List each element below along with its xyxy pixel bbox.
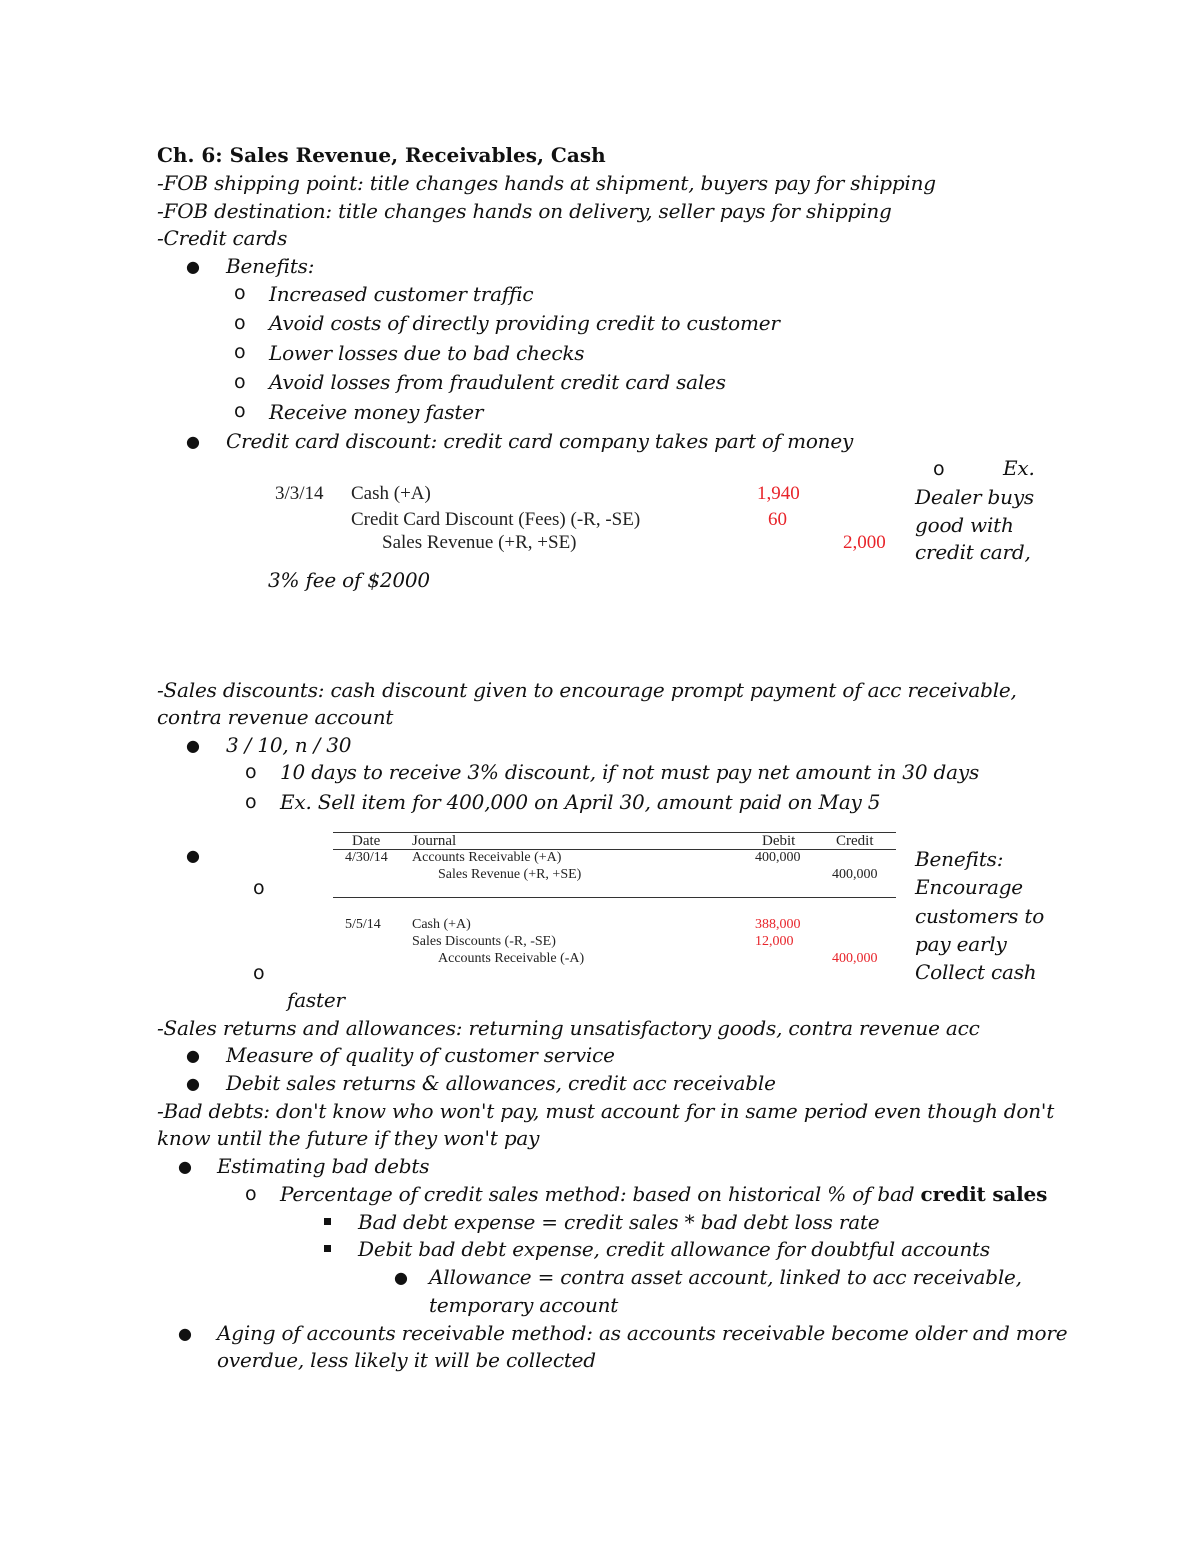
entry-separator-rule <box>333 897 896 898</box>
returns-line: -Sales returns and allowances: returning unsatisfactory goods, contra revenue acc <box>157 1016 980 1040</box>
debit-bad-debt-line: Debit bad debt expense, credit allowance for doubtful accounts <box>358 1237 990 1261</box>
header-debit: Debit <box>762 833 796 849</box>
returns-item: Measure of quality of customer service <box>226 1043 615 1067</box>
header-date: Date <box>352 833 381 849</box>
square-bullet-icon <box>324 1245 331 1252</box>
bullet-icon: ● <box>394 1268 408 1287</box>
sd-benefits-line: customers to <box>915 904 1045 928</box>
fob-shipping-line: -FOB shipping point: title changes hands at shipment, buyers pay for shipping <box>157 171 936 195</box>
sd-benefits-line: Collect cash <box>915 960 1037 984</box>
entry-credit: 400,000 <box>832 867 878 882</box>
bullet-icon: ● <box>186 736 200 755</box>
allowance-line-2: temporary account <box>429 1293 619 1317</box>
entry-account: Sales Revenue (+R, +SE) <box>438 867 582 882</box>
sd-benefits-line: faster <box>287 988 345 1012</box>
bullet-icon: ● <box>186 257 200 276</box>
sd-benefits-line: Encourage <box>915 875 1023 899</box>
sd-benefits-line: pay early <box>915 932 1007 956</box>
sales-discounts-line: -Sales discounts: cash discount given to encourage prompt payment of acc receivable, <box>157 678 1017 702</box>
bullet-icon: ● <box>186 432 200 451</box>
fee-note: 3% fee of $2000 <box>268 568 430 592</box>
circle-bullet-icon: o <box>234 312 246 334</box>
estimating-line: Estimating bad debts <box>217 1154 430 1178</box>
benefit-item: Lower losses due to bad checks <box>269 341 585 365</box>
benefit-item: Avoid losses from fraudulent credit card sales <box>269 370 726 394</box>
journal-account: Cash (+A) <box>351 483 431 504</box>
circle-bullet-icon: o <box>234 400 246 422</box>
example-note-line: good with <box>915 513 1014 537</box>
circle-bullet-icon: o <box>933 458 945 480</box>
journal-credit: 2,000 <box>843 532 886 553</box>
entry-account: Accounts Receivable (+A) <box>412 850 562 865</box>
cc-discount-line: Credit card discount: credit card company takes part of money <box>226 429 854 453</box>
page-title: Ch. 6: Sales Revenue, Receivables, Cash <box>157 143 606 167</box>
bullet-icon: ● <box>186 846 200 865</box>
circle-bullet-icon: o <box>234 282 246 304</box>
journal-debit: 1,940 <box>757 483 800 504</box>
bullet-icon: ● <box>178 1324 192 1343</box>
journal-date: 3/3/14 <box>275 483 324 504</box>
bad-debt-expense-line: Bad debt expense = credit sales * bad debt loss rate <box>358 1210 880 1234</box>
sd-benefits-line: Benefits: <box>915 847 1004 871</box>
pct-method-line <box>280 1181 1047 1208</box>
terms-example: Ex. Sell item for 400,000 on April 30, amount paid on May 5 <box>280 790 881 814</box>
bullet-icon: ● <box>186 1074 200 1093</box>
circle-bullet-icon: o <box>234 341 246 363</box>
bullet-icon: ● <box>178 1157 192 1176</box>
circle-bullet-icon: o <box>245 791 257 813</box>
benefit-item: Avoid costs of directly providing credit to customer <box>269 311 780 335</box>
circle-bullet-icon: o <box>245 1183 257 1205</box>
circle-bullet-icon: o <box>253 962 265 984</box>
entry-account: Accounts Receivable (-A) <box>438 951 585 966</box>
allowance-line: Allowance = contra asset account, linked to acc receivable, <box>429 1265 1022 1289</box>
entry-debit: 12,000 <box>755 934 794 949</box>
entry-account: Sales Discounts (-R, -SE) <box>412 934 556 949</box>
fob-destination-line: -FOB destination: title changes hands on delivery, seller pays for shipping <box>157 199 892 223</box>
terms-line: 3 / 10, n / 30 <box>226 733 352 757</box>
journal-debit: 60 <box>768 509 787 530</box>
entry-date: 5/5/14 <box>345 917 381 932</box>
example-note-line: Dealer buys <box>915 485 1034 509</box>
aging-line-2: overdue, less likely it will be collected <box>217 1348 596 1372</box>
aging-line: Aging of accounts receivable method: as accounts receivable become older and more <box>217 1321 1068 1345</box>
entry-debit: 388,000 <box>755 917 801 932</box>
returns-item: Debit sales returns & allowances, credit acc receivable <box>226 1071 776 1095</box>
bad-debts-line-2: know until the future if they won't pay <box>157 1126 540 1150</box>
example-note-line: credit card, <box>915 540 1031 564</box>
circle-bullet-icon: o <box>253 877 265 899</box>
circle-bullet-icon: o <box>234 371 246 393</box>
circle-bullet-icon: o <box>245 761 257 783</box>
benefit-item: Receive money faster <box>269 400 484 424</box>
example-label: Ex. <box>1003 456 1035 480</box>
credit-cards-line: -Credit cards <box>157 226 288 250</box>
sales-discounts-line-2: contra revenue account <box>157 705 394 729</box>
bullet-icon: ● <box>186 1046 200 1065</box>
benefit-item: Increased customer traffic <box>269 282 534 306</box>
header-journal: Journal <box>412 833 457 849</box>
terms-detail: 10 days to receive 3% discount, if not must pay net amount in 30 days <box>280 760 980 784</box>
journal-account: Sales Revenue (+R, +SE) <box>382 532 577 553</box>
journal-account: Credit Card Discount (Fees) (-R, -SE) <box>351 509 641 530</box>
square-bullet-icon <box>324 1218 331 1225</box>
credit-sales-bold: credit sales <box>920 1182 1048 1206</box>
entry-debit: 400,000 <box>755 850 801 865</box>
pct-method-text: Percentage of credit sales method: based on historical % of bad <box>280 1182 921 1206</box>
header-credit: Credit <box>836 833 874 849</box>
entry-account: Cash (+A) <box>412 917 471 932</box>
entry-credit: 400,000 <box>832 951 878 966</box>
bad-debts-line: -Bad debts: don't know who won't pay, must account for in same period even though don't <box>157 1099 1055 1123</box>
benefits-heading: Benefits: <box>226 254 315 278</box>
entry-date: 4/30/14 <box>345 850 388 865</box>
